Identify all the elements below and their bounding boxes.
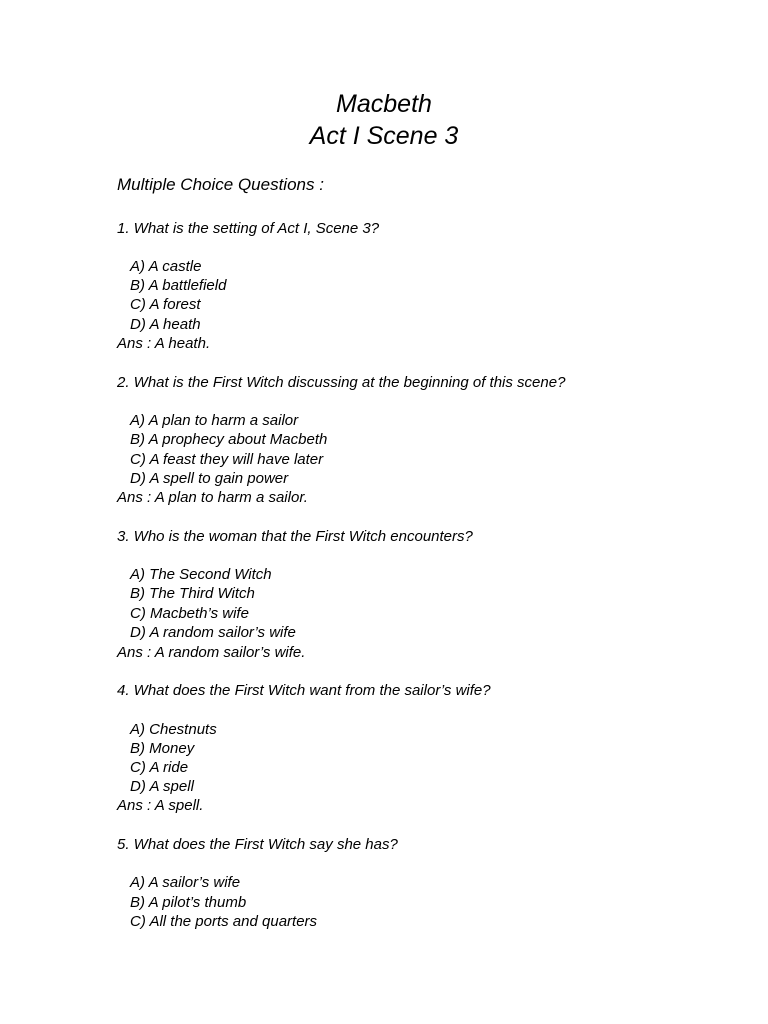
question-1-answer: Ans : A heath. bbox=[117, 335, 211, 352]
document-title: Macbeth bbox=[336, 90, 432, 118]
question-1: 1. What is the setting of Act I, Scene 3? bbox=[117, 220, 380, 237]
question-5-option-a: A) A sailor’s wife bbox=[130, 874, 241, 891]
question-2-option-b: B) A prophecy about Macbeth bbox=[130, 431, 328, 448]
question-3-answer: Ans : A random sailor’s wife. bbox=[117, 644, 306, 661]
question-4-option-d: D) A spell bbox=[130, 778, 194, 795]
question-3-option-d: D) A random sailor’s wife bbox=[130, 624, 296, 641]
question-3-option-c: C) Macbeth’s wife bbox=[130, 605, 249, 622]
question-1-option-c: C) A forest bbox=[130, 296, 201, 313]
question-3: 3. Who is the woman that the First Witch encounters? bbox=[117, 528, 473, 545]
question-1-option-d: D) A heath bbox=[130, 316, 201, 333]
question-2-answer: Ans : A plan to harm a sailor. bbox=[117, 489, 308, 506]
question-4-option-c: C) A ride bbox=[130, 759, 189, 776]
question-1-option-b: B) A battlefield bbox=[130, 277, 227, 294]
question-1-option-a: A) A castle bbox=[130, 258, 202, 275]
question-5-option-b: B) A pilot’s thumb bbox=[130, 894, 247, 911]
question-2-option-d: D) A spell to gain power bbox=[130, 470, 289, 487]
question-4: 4. What does the First Witch want from the sailor’s wife? bbox=[117, 682, 491, 699]
question-4-answer: Ans : A spell. bbox=[117, 797, 204, 814]
question-2-option-a: A) A plan to harm a sailor bbox=[130, 412, 299, 429]
question-4-option-b: B) Money bbox=[130, 740, 195, 757]
document-subtitle: Act I Scene 3 bbox=[309, 122, 459, 150]
section-heading: Multiple Choice Questions : bbox=[117, 175, 324, 194]
question-3-option-a: A) The Second Witch bbox=[130, 566, 272, 583]
question-3-option-b: B) The Third Witch bbox=[130, 585, 255, 602]
question-5-option-c: C) All the ports and quarters bbox=[130, 913, 318, 930]
question-4-option-a: A) Chestnuts bbox=[130, 721, 217, 738]
question-2: 2. What is the First Witch discussing at the beginning of this scene? bbox=[117, 374, 566, 391]
question-5: 5. What does the First Witch say she has? bbox=[117, 836, 398, 853]
question-2-option-c: C) A feast they will have later bbox=[130, 451, 324, 468]
